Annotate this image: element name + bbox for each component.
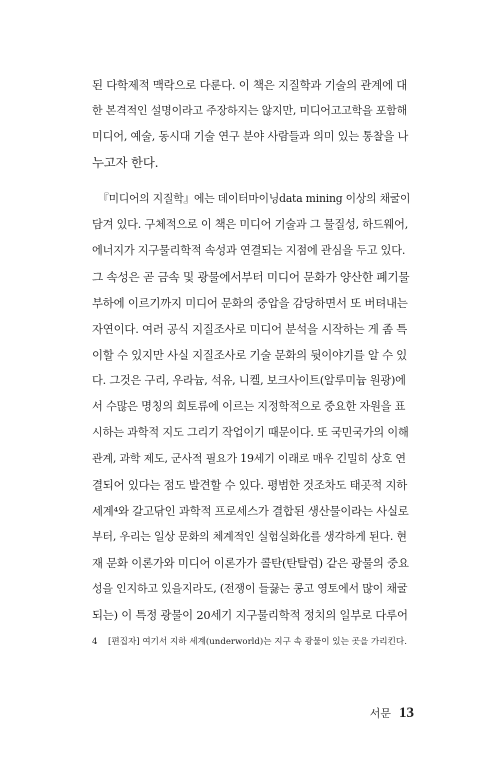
text-line: 세계⁴와 갈고닦인 과학적 프로세스가 결합된 생산물이라는 사실로 (92, 504, 409, 518)
text-line: 성을 인지하고 있을지라도, (전쟁이 들끓는 콩고 영토에서 많이 채굴 (92, 582, 408, 595)
text-line: 관계, 과학 제도, 군사적 필요가 19세기 이래로 매우 긴밀히 상호 연 (92, 452, 406, 465)
text-line: 부터, 우리는 일상 문화의 체계적인 실험실화化를 생각하게 된다. 현 (92, 530, 407, 543)
paragraph (92, 186, 410, 628)
text-line: 에너지가 지구물리학적 속성과 연결되는 지점에 관심을 두고 있다. (92, 244, 406, 257)
text-line: 부하에 이르기까지 미디어 문화의 중압을 감당하면서 또 버텨내는 (92, 296, 408, 310)
text-line: 되는) 이 특정 광물이 20세기 지구물리학적 정치의 일부로 다루어 (92, 608, 408, 622)
text-line: 담겨 있다. 구체적으로 이 책은 미디어 기술과 그 물질성, 하드웨어, (92, 218, 409, 231)
body-text (92, 72, 410, 628)
text-line: 된 다학제적 맥락으로 다룬다. 이 책은 지질학과 기술의 관계에 대 (92, 78, 408, 92)
text-line: 다. 그것은 구리, 우라늄, 석유, 니켈, 보크사이트(알루미늄 원광)에 (92, 374, 406, 387)
text-line: 미디어, 예술, 동시대 기술 연구 분야 사람들과 의미 있는 통찰을 나 (92, 130, 409, 143)
text-line: 『미디어의 지질학』에는 데이터마이닝data mining 이상의 채굴이 (98, 192, 411, 205)
text-line: 서 수많은 명칭의 희토류에 이르는 지정학적으로 중요한 자원을 표 (92, 400, 406, 413)
paragraph-gap (92, 176, 410, 186)
text-line: 결되어 있다는 점도 발견할 수 있다. 평범한 것조차도 태곳적 지하 (92, 478, 408, 492)
text-line: 재 문화 이론가와 미디어 이론가가 콜탄(탄탈럼) 같은 광물의 중요 (92, 556, 409, 570)
running-section-title: 서문 (369, 707, 391, 720)
footnote (92, 636, 422, 648)
text-line: 그 속성은 곧 금속 및 광물에서부터 미디어 문화가 양산한 폐기물 (92, 270, 410, 284)
page-number: 13 (399, 705, 414, 721)
text-line: 이할 수 있지만 사실 지질조사로 기술 문화의 뒷이야기를 알 수 있 (92, 348, 408, 362)
text-line: 한 본격적인 설명이라고 주장하지는 않지만, 미디어고고학을 포함해 (92, 104, 408, 117)
page-footer (370, 705, 414, 722)
text-line: 자연이다. 여러 공식 지질조사로 미디어 분석을 시작하는 게 좀 특 (92, 322, 408, 336)
text-line: 시하는 과학적 지도 그리기 작업이기 때문이다. 또 국민국가의 이해 (92, 426, 409, 439)
footnote-number: 4 (92, 637, 98, 647)
paragraph (92, 72, 410, 176)
text-line: 누고자 한다. (92, 155, 159, 170)
footnote-text: [편집자] 여기서 지하 세계(underworld)는 지구 속 광물이 있는 곳을 가리킨다. (108, 637, 407, 647)
